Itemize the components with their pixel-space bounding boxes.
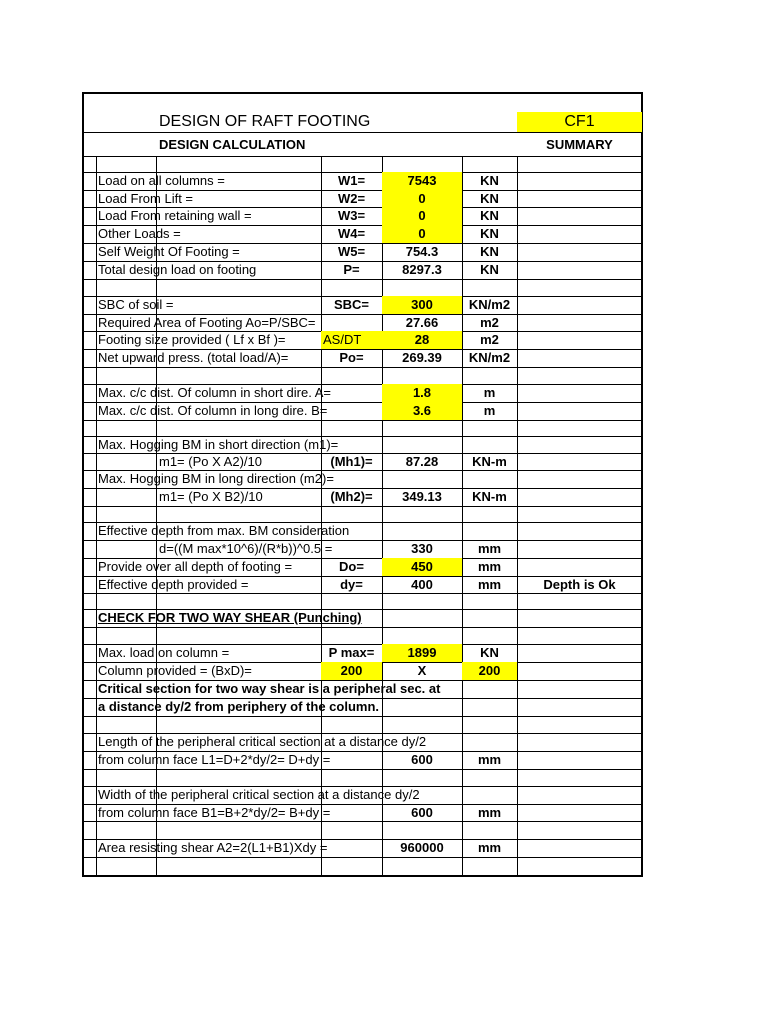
l1-unit: mm: [477, 752, 502, 767]
fs-value[interactable]: 28: [382, 331, 462, 349]
p-symbol: P=: [343, 262, 360, 277]
a-value[interactable]: 1.8: [382, 384, 462, 402]
sheet-title: DESIGN OF RAFT FOOTING: [159, 113, 371, 130]
b-label: Max. c/c dist. Of column in long dire. B=: [98, 403, 328, 418]
sbc-unit: KN/m2: [468, 297, 511, 312]
sbc-label: SBC of soil =: [98, 297, 174, 312]
m2-heading: Max. Hogging BM in long direction (m2)=: [98, 471, 334, 486]
column-size-label: Column provided = (BxD)=: [98, 663, 252, 678]
grid-row-line: [82, 132, 643, 133]
grid-row-line: [82, 156, 643, 157]
column-b-value[interactable]: 200: [321, 662, 382, 680]
a2-unit: mm: [477, 840, 502, 855]
w3-label: Load From retaining wall =: [98, 208, 252, 223]
fs-symbol[interactable]: AS/DT: [321, 331, 382, 349]
mh1-formula: m1= (Po X A2)/10: [159, 454, 262, 469]
sbc-value[interactable]: 300: [382, 296, 462, 314]
po-symbol: Po=: [339, 350, 364, 365]
po-unit: KN/m2: [468, 350, 511, 365]
pmax-label: Max. load on column =: [98, 645, 230, 660]
w5-label: Self Weight Of Footing =: [98, 244, 240, 259]
mh1-symbol: (Mh1)=: [330, 454, 373, 469]
b1-value: 600: [411, 805, 433, 820]
p-value: 8297.3: [402, 262, 442, 277]
mh2-value: 349.13: [402, 489, 442, 504]
mh1-value: 87.28: [405, 454, 439, 469]
p-label: Total design load on footing: [98, 262, 257, 277]
po-label: Net upward press. (total load/A)=: [98, 350, 289, 365]
pmax-unit: KN: [480, 645, 499, 660]
design-calculation-heading: DESIGN CALCULATION: [159, 137, 306, 152]
do-unit: mm: [477, 559, 502, 574]
mh1-unit: KN-m: [472, 454, 507, 469]
do-symbol: Do=: [339, 559, 364, 574]
ao-unit: m2: [480, 315, 499, 330]
w2-value[interactable]: 0: [382, 190, 462, 208]
pmax-value[interactable]: 1899: [382, 644, 462, 662]
w1-symbol: W1=: [337, 173, 366, 188]
grid-row-line: [82, 506, 643, 507]
mh2-formula: m1= (Po X B2)/10: [159, 489, 263, 504]
do-label: Provide over all depth of footing =: [98, 559, 293, 574]
width-heading: Width of the peripheral critical section at a distance dy/2: [98, 787, 420, 802]
b1-formula: from column face B1=B+2*dy/2= B+dy =: [98, 805, 331, 820]
w1-label: Load on all columns =: [98, 173, 225, 188]
grid-column-line: [517, 156, 518, 877]
a2-formula: Area resisting shear A2=2(L1+B1)Xdy =: [98, 840, 328, 855]
w1-unit: KN: [480, 173, 499, 188]
grid-column-line: [96, 156, 97, 877]
length-heading: Length of the peripheral critical section at a distance dy/2: [98, 734, 427, 749]
b-unit: m: [483, 403, 496, 418]
d-unit: mm: [477, 541, 502, 556]
sbc-symbol: SBC=: [333, 297, 370, 312]
w1-value[interactable]: 7543: [382, 172, 462, 190]
critical-section-note-1: Critical section for two way shear is a peripheral sec. at: [98, 681, 441, 696]
a-unit: m: [483, 385, 496, 400]
dy-unit: mm: [477, 577, 502, 592]
critical-section-note-2: a distance dy/2 from periphery of the column.: [98, 699, 380, 714]
a2-value: 960000: [400, 840, 444, 855]
m1-heading: Max. Hogging BM in short direction (m1)=: [98, 437, 339, 452]
summary-heading: SUMMARY: [546, 137, 613, 152]
grid-row-line: [82, 367, 643, 368]
ao-label: Required Area of Footing Ao=P/SBC=: [98, 315, 316, 330]
dy-symbol: dy=: [340, 577, 363, 592]
w4-symbol: W4=: [337, 226, 366, 241]
w5-unit: KN: [480, 244, 499, 259]
a-label: Max. c/c dist. Of column in short dire. A=: [98, 385, 332, 400]
grid-row-line: [82, 627, 643, 628]
depth-status-summary: Depth is Ok: [543, 577, 616, 592]
grid-row-line: [82, 716, 643, 717]
w2-label: Load From Lift =: [98, 191, 194, 206]
fs-label: Footing size provided ( Lf x Bf )=: [98, 332, 286, 347]
b-value[interactable]: 3.6: [382, 402, 462, 420]
sheet-code: CF1: [564, 113, 595, 130]
w5-symbol: W5=: [337, 244, 366, 259]
fs-unit: m2: [480, 332, 499, 347]
column-times-sign: X: [417, 663, 427, 678]
do-value[interactable]: 450: [382, 558, 462, 576]
w3-value[interactable]: 0: [382, 207, 462, 225]
ed-heading: Effective depth from max. BM consideration: [98, 523, 350, 538]
pmax-symbol: P max=: [328, 645, 375, 660]
mh2-symbol: (Mh2)=: [330, 489, 373, 504]
grid-row-line: [82, 769, 643, 770]
l1-value: 600: [411, 752, 433, 767]
dy-value: 400: [411, 577, 433, 592]
ao-value: 27.66: [405, 315, 439, 330]
po-value: 269.39: [402, 350, 442, 365]
d-formula: d=((M max*10^6)/(R*b))^0.5 =: [159, 541, 333, 556]
grid-row-line: [82, 857, 643, 858]
b1-unit: mm: [477, 805, 502, 820]
w2-symbol: W2=: [337, 191, 366, 206]
d-value: 330: [411, 541, 433, 556]
dy-label: Effective depth provided =: [98, 577, 249, 592]
w5-value: 754.3: [405, 244, 439, 259]
w3-symbol: W3=: [337, 208, 366, 223]
grid-row-line: [82, 420, 643, 421]
p-unit: KN: [480, 262, 499, 277]
w4-value[interactable]: 0: [382, 225, 462, 243]
w4-label: Other Loads =: [98, 226, 181, 241]
l1-formula: from column face L1=D+2*dy/2= D+dy =: [98, 752, 331, 767]
shear-check-heading: CHECK FOR TWO WAY SHEAR (Punching): [98, 610, 362, 625]
column-d-value[interactable]: 200: [462, 662, 517, 680]
w3-unit: KN: [480, 208, 499, 223]
w2-unit: KN: [480, 191, 499, 206]
w4-unit: KN: [480, 226, 499, 241]
grid-row-line: [82, 279, 643, 280]
mh2-unit: KN-m: [472, 489, 507, 504]
